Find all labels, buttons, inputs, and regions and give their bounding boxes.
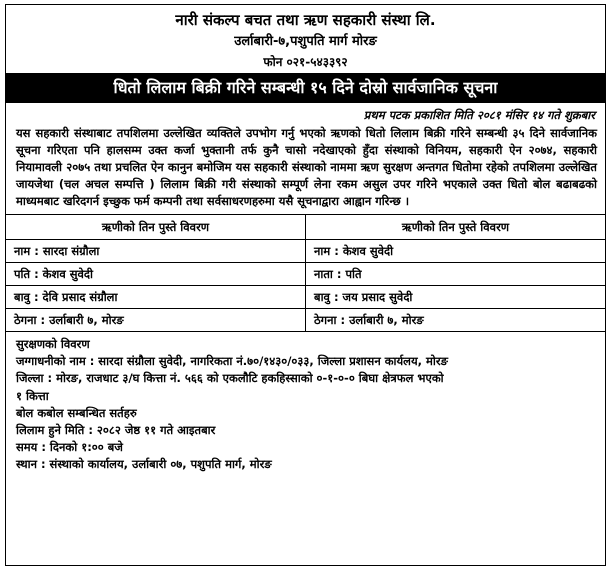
notice-body: यस सहकारी संस्थाबाट तपशिलमा उल्लेखित व्यक्तिले उपभोग गर्नु भएको ऋणको धितो लिलाम बिक्री गरिने सम्बन्धी ३५ दिने सार्वजानिक सूचना गरिएता पनि हालसम्म उक्त कर्जा भुक्तानी तर्फ कुनै चासो नदेखाएको हुँदा संस्थाको विनियम, सहकारी ऐन २०७४, सहकारी नियामावली २०७५ तथा प्रचलित ऐन कानुन बमोजिम यस सहकारी संस्थाको नाममा ऋण सुरक्षण अन्तगत धितोमा रहेको तपशिलमा उल्लेखित जायजेथा (चल अचल सम्पत्ति ) लिलाम बिक्री गरी संस्थाको सम्पूर्ण लेना रकम असुल उपर गरिने भएकाले उक्त धितो बोल बढाबढको माध्यमबाट खरिदगर्न इच्छुक फर्म कम्पनी तथा सर्वसाधरणहरुमा यसै सूचनाद्वारा आह्वान गरिन्छ । bbox=[16, 126, 597, 208]
table-row bbox=[6, 263, 605, 286]
co-borrower-address: ठेगना : उर्लाबारी ७, मोरङ bbox=[306, 309, 606, 332]
plot-count-line: १ कित्ता bbox=[16, 388, 49, 403]
borrower-husband: पति : केशव सुवेदी bbox=[6, 263, 306, 286]
notice-title: धितो लिलाम बिक्री गरिने सम्बन्धी १५ दिने दोस्रो सार्वजानिक सूचना bbox=[113, 78, 498, 97]
first-published-date: प्रथम पटक प्रकाशित मिति २०८१ मंसिर १४ गते शुक्रबार bbox=[363, 108, 595, 122]
right-column-header: ऋणीको तिन पुस्ते विवरण bbox=[306, 215, 606, 240]
auction-date: लिलाम हुने मिति : २०८२ जेष्ठ ११ गते आइतबार bbox=[16, 423, 216, 438]
table-row bbox=[6, 309, 605, 332]
left-column-header: ऋणीको तिन पुस्ते विवरण bbox=[6, 215, 306, 240]
borrower-name: नाम : सारदा संग्रौला bbox=[6, 240, 306, 263]
notice-title-banner bbox=[6, 73, 605, 103]
auction-venue: स्थान : संस्थाको कार्यालय, उर्लाबारी ०७, पशुपति मार्ग, मोरङ bbox=[16, 457, 272, 472]
organization-phone: फोन ०२१-५४३३९२ bbox=[263, 55, 348, 69]
organization-address: उर्लाबारी-७,पशुपति मार्ग मोरङ bbox=[234, 34, 377, 49]
bid-terms-title: बोल कबोल सम्बन्धित सर्तहरु bbox=[16, 405, 137, 420]
organization-name: नारी संकल्प बचत तथा ऋण सहकारी संस्था लि. bbox=[175, 11, 436, 29]
security-details bbox=[6, 332, 605, 474]
table-row bbox=[6, 240, 605, 263]
auction-time: समय : दिनको १:०० बजे bbox=[16, 440, 123, 455]
land-location-line: जिल्ला : मोरङ, राजधाट ३/घ कित्ता नं. ५६६ को एकलौटि हकहिस्साको ०-१-०-० बिघा क्षेत्रफल भएको bbox=[16, 371, 444, 386]
security-title: सुरक्षणको विवरण bbox=[16, 337, 90, 351]
table-row bbox=[6, 286, 605, 309]
public-notice bbox=[5, 4, 606, 566]
notice-header bbox=[6, 9, 605, 71]
co-borrower-father: बावु : जय प्रसाद सुवेदी bbox=[306, 286, 606, 309]
borrower-details-table bbox=[6, 214, 605, 332]
borrower-father: बावु : देवि प्रसाद संग्रौला bbox=[6, 286, 306, 309]
landowner-line: जग्गाधनीको नाम : सारदा संग्रौला सुवेदी, नागरिकता नं.७०/१४३०/०३३, जिल्ला प्रशासन कार्यलय, मोरङ bbox=[16, 354, 448, 369]
co-borrower-relation: नाता : पति bbox=[306, 263, 606, 286]
borrower-address: ठेगना : उर्लाबारी ७, मोरङ bbox=[6, 309, 306, 332]
co-borrower-name: नाम : केशव सुवेदी bbox=[306, 240, 606, 263]
table-header-row bbox=[6, 215, 605, 240]
